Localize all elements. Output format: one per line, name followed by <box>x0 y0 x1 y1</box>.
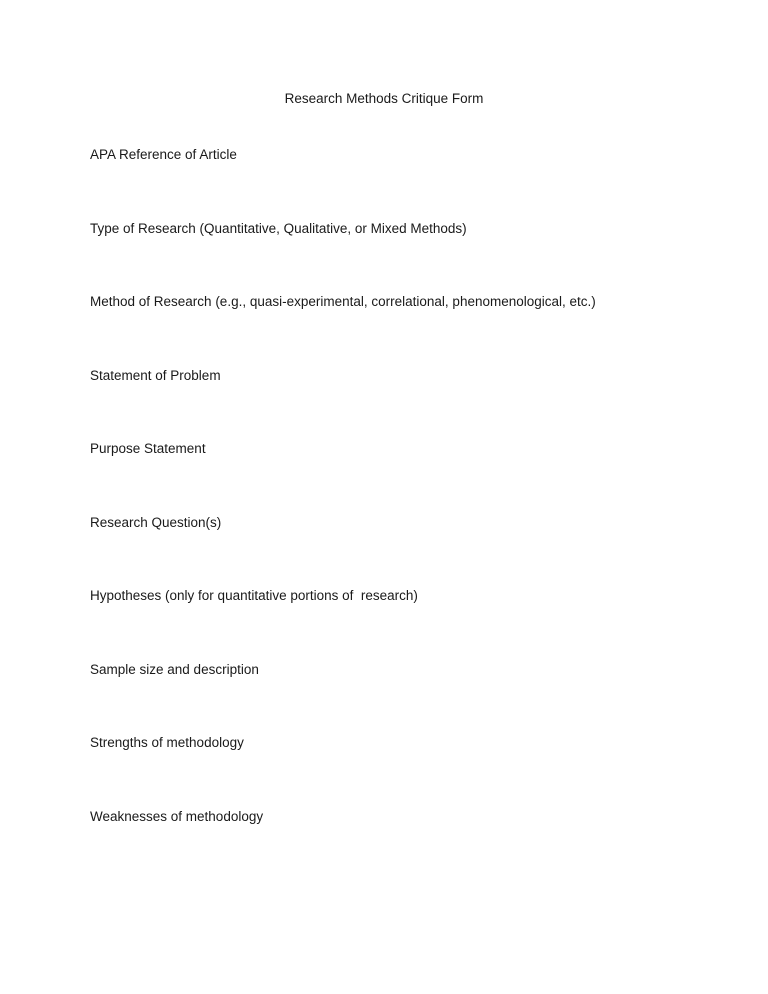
field-apa-reference: APA Reference of Article <box>90 147 237 162</box>
form-title: Research Methods Critique Form <box>284 91 484 106</box>
field-statement-of-problem: Statement of Problem <box>90 368 221 383</box>
field-strengths: Strengths of methodology <box>90 735 244 750</box>
field-weaknesses: Weaknesses of methodology <box>90 809 264 824</box>
field-research-questions: Research Question(s) <box>90 515 222 530</box>
field-purpose-statement: Purpose Statement <box>90 441 206 456</box>
field-hypotheses: Hypotheses (only for quantitative portions of research) <box>90 588 418 603</box>
field-method-of-research: Method of Research (e.g., quasi-experimental, correlational, phenomenological, etc.) <box>90 294 596 309</box>
field-sample-size: Sample size and description <box>90 662 259 677</box>
field-type-of-research: Type of Research (Quantitative, Qualitative, or Mixed Methods) <box>90 221 467 236</box>
